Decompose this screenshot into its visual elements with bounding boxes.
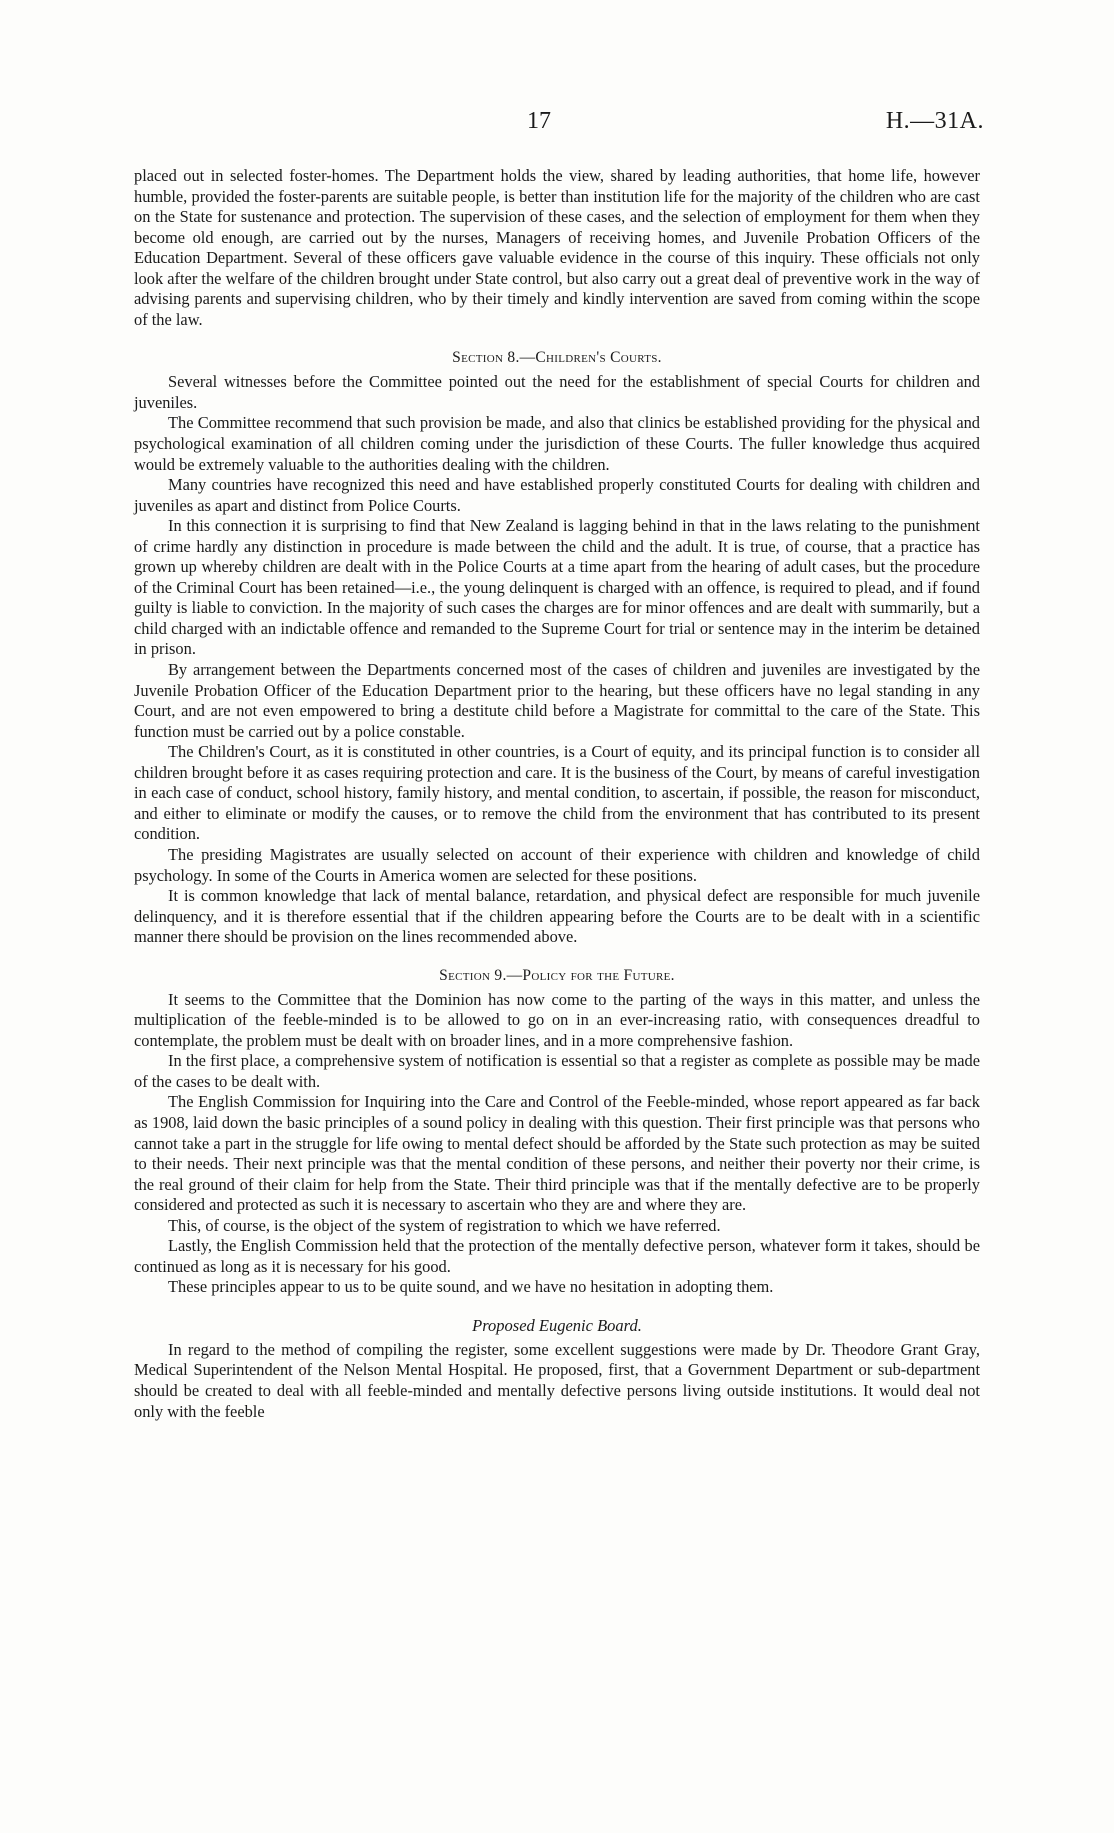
paragraph-foster-homes: placed out in selected foster-homes. The Department holds the view, shared by leading authorities, that home life, however humble, provided the foster-parents are suitable people, is better than institution life for the majority of the children who are cast on the State for sustenance and protection. The supervision of these cases, and the selection of employment for them when they become old enough, are carried out by the nurses, Managers of receiving homes, and Juvenile Probation Officers of the Education Department. Several of these officers gave valuable evidence in the course of this inquiry. These officials not only look after the welfare of the children brought under State control, but also carry out a great deal of preventive work in the way of advising parents and supervising children, who by their timely and kindly intervention are saved from coming within the scope of the law.	[134, 166, 980, 329]
paragraph-probation-officer: By arrangement between the Departments concerned most of the cases of children and juveniles are investigated by the Juvenile Probation Officer of the Education Department prior to the hearing, but these officers have no legal standing in any Court, and are not even empowered to bring a destitute child before a Magistrate for committal to the care of the State. This function must be carried out by a police constable.	[134, 660, 980, 741]
paragraph-parting-of-ways: It seems to the Committee that the Dominion has now come to the parting of the ways in this matter, and unless the multiplication of the feeble-minded is to be allowed to go on in an ever-increasing ratio, with consequences dreadful to contemplate, the problem must be dealt with on broader lines, and in a more comprehensive fashion.	[134, 989, 980, 1050]
paragraph-childrens-court: The Children's Court, as it is constituted in other countries, is a Court of equity, and its principal function is to consider all children brought before it as cases requiring protection and care. It is the business of the Court, by means of careful investigation in each case of conduct, school history, family history, and mental condition, to ascertain, if possible, the reason for misconduct, and either to eliminate or modify the causes, or to remove the child from the environment that has contributed to its present condition.	[134, 742, 980, 844]
paragraph-committee-recommend: The Committee recommend that such provision be made, and also that clinics be established providing for the physical and psychological examination of all children coming under the jurisdiction of these Courts. The fuller knowledge thus acquired would be extremely valuable to the authorities dealing with the children.	[134, 413, 980, 474]
document-reference: H.—31A.	[885, 108, 984, 134]
section-9-heading: Section 9.—Policy for the Future.	[439, 966, 675, 984]
paragraph-new-zealand: In this connection it is surprising to find that New Zealand is lagging behind in that in the laws relating to the punishment of crime hardly any distinction in procedure is made between the child and the adult. It is true, of course, that a practice has grown up whereby children are dealt with in the Police Courts at a time apart from the hearing of adult cases, but the procedure of the Criminal Court has been retained—i.e., the young delinquent is charged with an offence, is required to plead, and if found guilty is liable to conviction. In the majority of such cases the charges are for minor offences and are dealt with summarily, but a child charged with an indictable offence and remanded to the Supreme Court for trial or sentence may in the interim be detained in prison.	[134, 516, 980, 659]
section-8-heading: Section 8.—Children's Courts.	[452, 349, 662, 367]
paragraph-principles-sound: These principles appear to us to be quite sound, and we have no hesitation in adopting them.	[168, 1277, 774, 1297]
paragraph-english-commission: The English Commission for Inquiring into the Care and Control of the Feeble-minded, whose report appeared as far back as 1908, laid down the basic principles of a sound policy in dealing with this question. Their first principle was that persons who cannot take a part in the struggle for life owing to mental defect should be afforded by the State such protection as may be suited to their needs. Their next principle was that the mental condition of these persons, and neither their poverty nor their crime, is the real ground of their claim for help from the State. Their third principle was that if the mentally defective are to be properly considered and protected as such it is necessary to ascertain who they are and where they are.	[134, 1092, 980, 1215]
paragraph-registration: This, of course, is the object of the system of registration to which we have referred.	[168, 1215, 721, 1235]
eugenic-board-heading: Proposed Eugenic Board.	[472, 1315, 642, 1335]
body-text	[134, 166, 980, 1422]
paragraph-many-countries: Many countries have recognized this need and have established properly constituted Courts for dealing with children and juveniles as apart and distinct from Police Courts.	[134, 475, 980, 515]
paragraph-notification: In the first place, a comprehensive system of notification is essential so that a register as complete as possible may be made of the cases to be dealt with.	[134, 1051, 980, 1091]
paragraph-lastly: Lastly, the English Commission held that the protection of the mentally defective person, whatever form it takes, should be continued as long as it is necessary for his good.	[134, 1236, 980, 1276]
paragraph-magistrates: The presiding Magistrates are usually selected on account of their experience with children and knowledge of child psychology. In some of the Courts in America women are selected for these positions.	[134, 844, 980, 885]
paragraph-common-knowledge: It is common knowledge that lack of mental balance, retardation, and physical defect are responsible for much juvenile delinquency, and it is therefore essential that if the children appearing before the Courts are to be dealt with in a scientific manner there should be provision on the lines recommended above.	[134, 886, 980, 947]
paragraph-special-courts: Several witnesses before the Committee pointed out the need for the establishment of special Courts for children and juveniles.	[134, 372, 980, 412]
page-header	[0, 108, 1114, 138]
paragraph-register-method: In regard to the method of compiling the register, some excellent suggestions were made by Dr. Theodore Grant Gray, Medical Superintendent of the Nelson Mental Hospital. He proposed, first, that a Government Department or sub-department should be created to deal with all feeble-minded and mentally defective persons living outside institutions. It would deal not only with the feeble	[134, 1339, 980, 1421]
page-number: 17	[527, 108, 551, 134]
